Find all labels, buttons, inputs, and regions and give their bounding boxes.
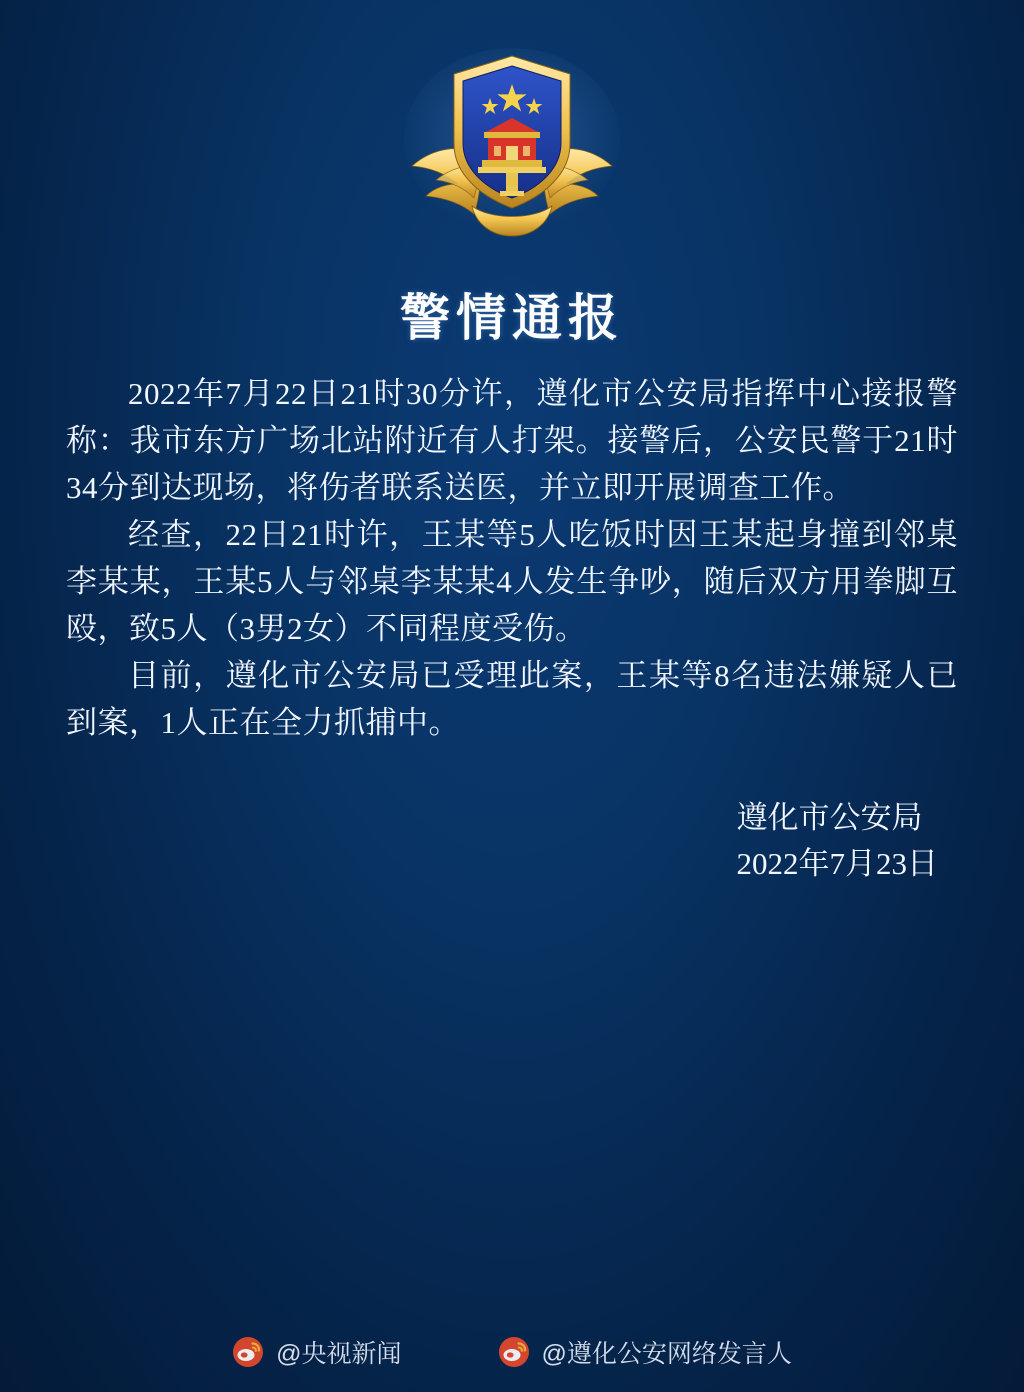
signature-date: 2022年7月23日 [736,846,938,881]
signature-block [737,795,939,887]
weibo-icon [498,1336,530,1368]
watermark-cctv-news [232,1334,401,1370]
notice-paragraph-2: 经查，22日21时许，王某等5人吃饭时因王某起身撞到邻桌李某某，王某5人与邻桌李某某4人发生争吵，随后双方用拳脚互殴，致5人（3男2女）不同程度受伤。 [66,517,958,646]
signature-organization: 遵化市公安局 [736,800,923,835]
notice-body [66,370,958,746]
page-title: 警情通报 [400,290,624,346]
watermark-label: @遵化公安网络发言人 [541,1340,792,1368]
watermark-label: @央视新闻 [276,1340,402,1368]
watermark-zunhua-police [498,1334,792,1370]
notice-paragraph-3: 目前，遵化市公安局已受理此案，王某等8名违法嫌疑人已到案，1人正在全力抓捕中。 [66,658,958,740]
weibo-icon [232,1336,264,1368]
footer-watermarks [0,1334,1024,1370]
police-emblem-icon [402,48,622,244]
notice-paragraph-1: 2022年7月22日21时30分许，遵化市公安局指挥中心接报警称：我市东方广场北站附近有人打架。接警后，公安民警于21时34分到达现场，将伤者联系送医，并立即开展调查工作。 [66,376,958,505]
emblem-container [0,48,1024,244]
